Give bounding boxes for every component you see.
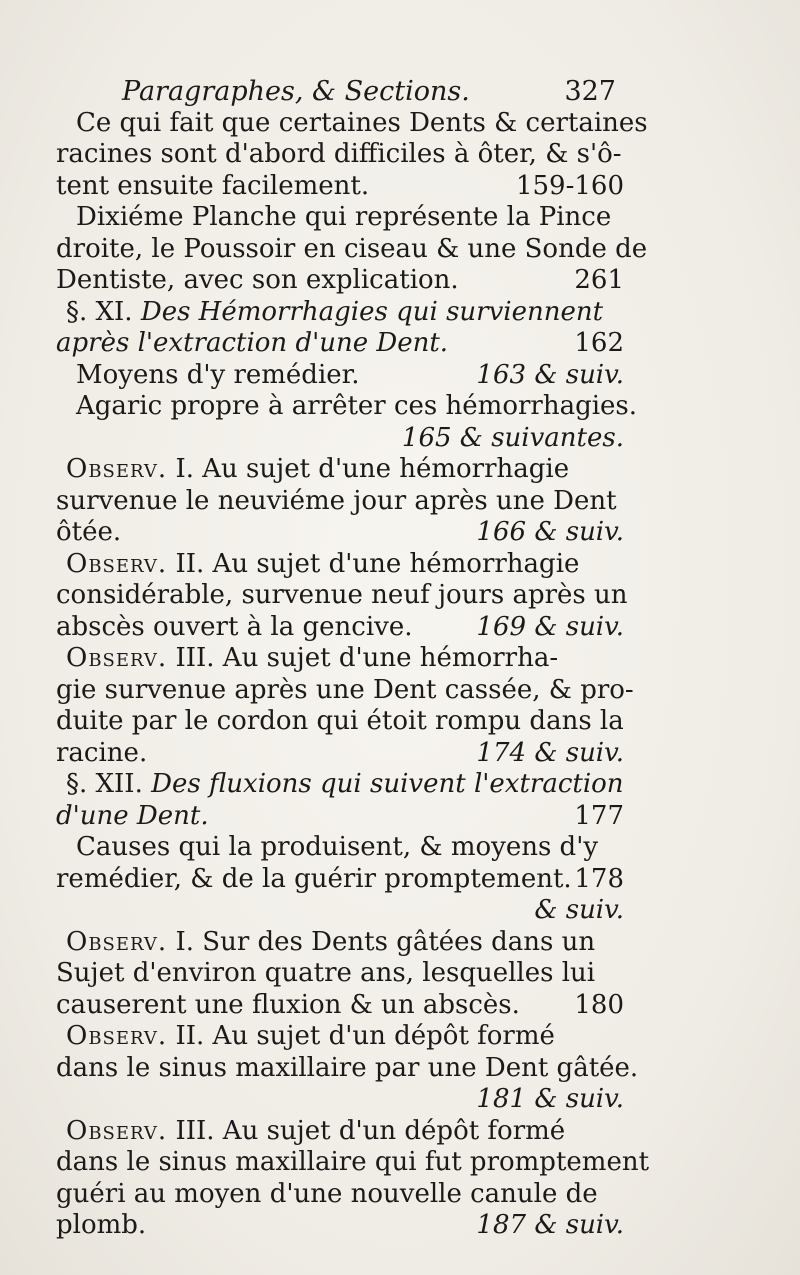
- page-ref: 178: [574, 863, 624, 894]
- toc-line: Dentiste, avec son explication. 261: [56, 265, 624, 295]
- page-ref: 181 & suiv.: [476, 1084, 624, 1114]
- toc-line: abscès ouvert à la gencive. 169 & suiv.: [56, 611, 624, 642]
- toc-line: gie survenue après une Dent cassée, & pro-: [56, 674, 634, 705]
- page-ref: & suiv.: [534, 895, 624, 925]
- toc-line: plomb. 187 & suiv.: [56, 1210, 624, 1240]
- page-ref: 163 & suiv.: [476, 359, 624, 390]
- page-ref: 174 & suiv.: [476, 737, 624, 768]
- page-ref: 180: [574, 989, 624, 1020]
- toc-line: Causes qui la produisent, & moyens d'y: [76, 832, 599, 862]
- toc-line: après l'extraction d'une Dent. 162: [56, 328, 624, 358]
- toc-line: dans le sinus maxillaire qui fut promptement: [56, 1147, 650, 1177]
- toc-line: droite, le Poussoir en ciseau & une Sonde de: [56, 233, 648, 264]
- toc-line: guéri au moyen d'une nouvelle canule de: [56, 1178, 598, 1209]
- section-heading: §. XI. Des Hémorrhagies qui surviennent: [66, 296, 604, 327]
- page-number: 327: [564, 76, 616, 107]
- toc-line: racines sont d'abord difficiles à ôter, & s'ô-: [56, 139, 622, 169]
- toc-line: d'une Dent. 177: [56, 800, 624, 831]
- toc-line: ôtée. 166 & suiv.: [56, 517, 624, 547]
- section-heading: §. XII. Des fluxions qui suivent l'extraction: [66, 769, 624, 799]
- toc-line: racine. 174 & suiv.: [56, 737, 624, 768]
- toc-line: [56, 423, 624, 455]
- page-ref: 162: [574, 328, 624, 358]
- toc-line: remédier, & de la guérir promptement. 178: [56, 863, 624, 894]
- observation-heading: Observ. III. Au sujet d'une hémorrha-: [66, 643, 559, 673]
- page-ref: 165 & suivantes.: [401, 422, 624, 453]
- toc-line: tent ensuite facilement. 159-160: [56, 170, 624, 201]
- toc-line: [56, 895, 624, 927]
- table-of-contents-text: [56, 76, 650, 1242]
- toc-line: [56, 1084, 624, 1116]
- observation-heading: Observ. III. Au sujet d'un dépôt formé: [66, 1115, 566, 1146]
- toc-line: dans le sinus maxillaire par une Dent gâtée.: [56, 1052, 639, 1083]
- toc-line: duite par le cordon qui étoit rompu dans la: [56, 706, 624, 736]
- toc-line: considérable, survenue neuf jours après un: [56, 580, 628, 610]
- running-header: [56, 76, 624, 108]
- toc-line: Ce qui fait que certaines Dents & certaines: [76, 107, 648, 138]
- page-ref: 187 & suiv.: [476, 1210, 624, 1240]
- page-ref: 169 & suiv.: [476, 611, 624, 642]
- page-ref: 261: [574, 265, 624, 295]
- toc-line: survenue le neuviéme jour après une Dent: [56, 485, 617, 516]
- observation-heading: Observ. I. Au sujet d'une hémorrhagie: [66, 454, 570, 484]
- page-ref: 159-160: [515, 170, 624, 201]
- running-title: Paragraphes, & Sections.: [122, 76, 470, 107]
- toc-line: Agaric propre à arrêter ces hémorrhagies.: [76, 391, 638, 421]
- toc-line: Sujet d'environ quatre ans, lesquelles lui: [56, 958, 596, 988]
- observation-heading: Observ. II. Au sujet d'un dépôt formé: [66, 1021, 555, 1051]
- toc-line: Moyens d'y remédier. 163 & suiv.: [76, 359, 624, 390]
- toc-line: Dixiéme Planche qui représente la Pince: [76, 202, 612, 232]
- toc-line: causerent une fluxion & un abscès. 180: [56, 989, 624, 1020]
- observation-heading: Observ. II. Au sujet d'une hémorrhagie: [66, 548, 580, 579]
- observation-heading: Observ. I. Sur des Dents gâtées dans un: [66, 926, 596, 957]
- page-ref: 166 & suiv.: [476, 517, 624, 547]
- page-ref: 177: [574, 800, 624, 831]
